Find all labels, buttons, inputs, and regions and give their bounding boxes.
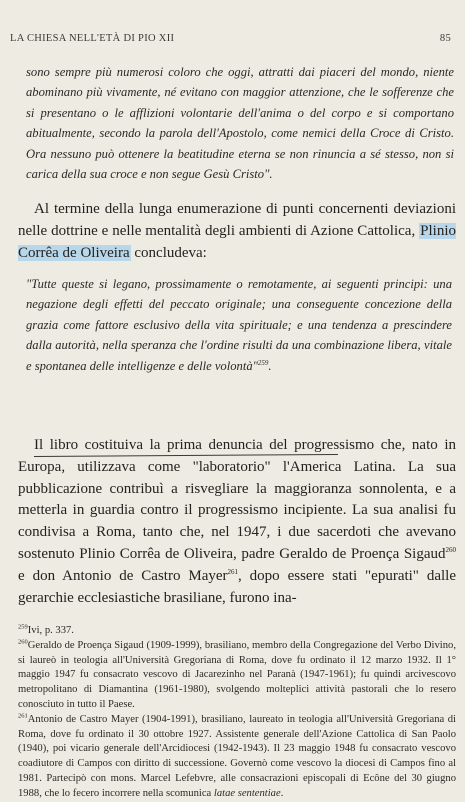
footnote-end: . [280, 787, 284, 799]
quote-block-1 [26, 62, 454, 184]
quote-block-2 [26, 274, 452, 376]
paragraph-text [18, 435, 456, 609]
footnote [18, 713, 456, 802]
footnote-italic: latae sententiae [213, 787, 281, 799]
footnote-text: Ivi, p. 337. [27, 625, 74, 636]
footnote [18, 639, 456, 713]
footnote-text: Geraldo de Proença Sigaud (1909-1999), brasiliano, membro della Congregazione del Verbo Divino, si laureò in teologia all'Università Gregoriana di Roma, dove fu ordinato il 12 marzo 1932. Il 1° maggio 1947 fu consacrato vescovo di Jacarezinho nel Paranà (1947-1961); fu quindi arcivescovo metropolitano di Diamantina (1961-1980), svolgendo molteplici attività pastorali che lo resero conosciuto in tutto il Paese. [18, 639, 456, 710]
text-before: Al termine della lunga enumerazione di punti concernenti deviazioni nelle dottrine e nelle mentalità degli ambienti di Azione Cattolica, [18, 201, 456, 239]
footnote-number: 260 [18, 638, 28, 646]
footnote-ref: 260 [445, 545, 456, 554]
quote-body: "Tutte queste si legano, prossimamente o remotamente, ai seguenti principi: una negazione degli effetti del peccato originale; una conseguente concezione della grazia come fattore esclusivo della vita spirituale; e una tendenza a prescindere dalla autorità, nella speranza che l'ordine risulti da una combinazione libera, vitale e spontanea delle intelligenze e delle volontà" [26, 277, 452, 373]
footnote-text: Antonio de Castro Mayer (1904-1991), brasiliano, laureato in teologia all'Università Gregoriana di Roma, dove fu ordinato il 30 ottobre 1927. Assistente generale dell'Azione Cattolica di San Paolo (1940), poi vicario generale dell'Arcidiocesi (1942-1943). Il 23 maggio 1948 fu consacrato vescovo coadiutore di Campos con diritto di successione. Governò come vescovo la diocesi di Campos fino al 1981. Partecipò con mons. Marcel Lefebvre, alle consacrazioni episcopali di Ecône del 30 giugno 1988, che lo fecero incorrere nella scomunica [18, 713, 456, 799]
paragraph-text [18, 199, 456, 264]
quote-text: sono sempre più numerosi coloro che oggi, attratti dai piaceri del mondo, niente abominano più vivamente, né evitano con maggior attenzione, che le sofferenze che si presentano o le afflizioni volontarie dell'anima o del corpo e si comportano abitualmente, secondo la parola dell'Apostolo, come nemici della Croce di Cristo. Ora nessuno può ottenere la beatitudine eterna se non rinuncia a sé stesso, non si carica della sua croce e non segue Gesù Cristo". [26, 65, 454, 182]
text-2: e don Antonio de Castro Mayer [18, 567, 228, 584]
footnote-ref: 261 [227, 567, 239, 576]
running-header [10, 33, 451, 49]
footnote-ref: 259 [257, 358, 269, 367]
running-title: LA CHIESA NELL'ETÀ DI PIO XII [10, 33, 175, 44]
footnote-number: 259 [18, 623, 28, 631]
page-number: 85 [439, 33, 451, 44]
quote-end: . [268, 358, 272, 373]
paragraph-1 [18, 199, 456, 264]
text-3: , dopo essere stati "epurati" dalle gerarchie ecclesiastiche brasiliane, furono ina- [18, 567, 456, 606]
paragraph-2 [18, 435, 456, 609]
footnote [18, 624, 456, 639]
footnote-number: 261 [18, 712, 28, 720]
footnotes [18, 624, 456, 802]
text-1: Il libro costituiva la prima denuncia del progressismo che, nato in Europa, utilizzava come "laboratorio" l'America Latina. La sua pubblicazione contribuì a risvegliare la maggioranza sonnolenta, e a metterla in guardia contro il progressismo incipiente. La sua analisi fu condivisa a Roma, tanto che, nel 1947, i due sacerdoti che avevano sostenuto Plinio Corrêa de Oliveira, padre Geraldo de Proença Sigaud [18, 437, 456, 562]
highlighted-name[interactable]: Plinio Corrêa de Oliveira [18, 222, 456, 261]
quote-text [26, 274, 452, 376]
text-after: concludeva: [130, 244, 207, 261]
